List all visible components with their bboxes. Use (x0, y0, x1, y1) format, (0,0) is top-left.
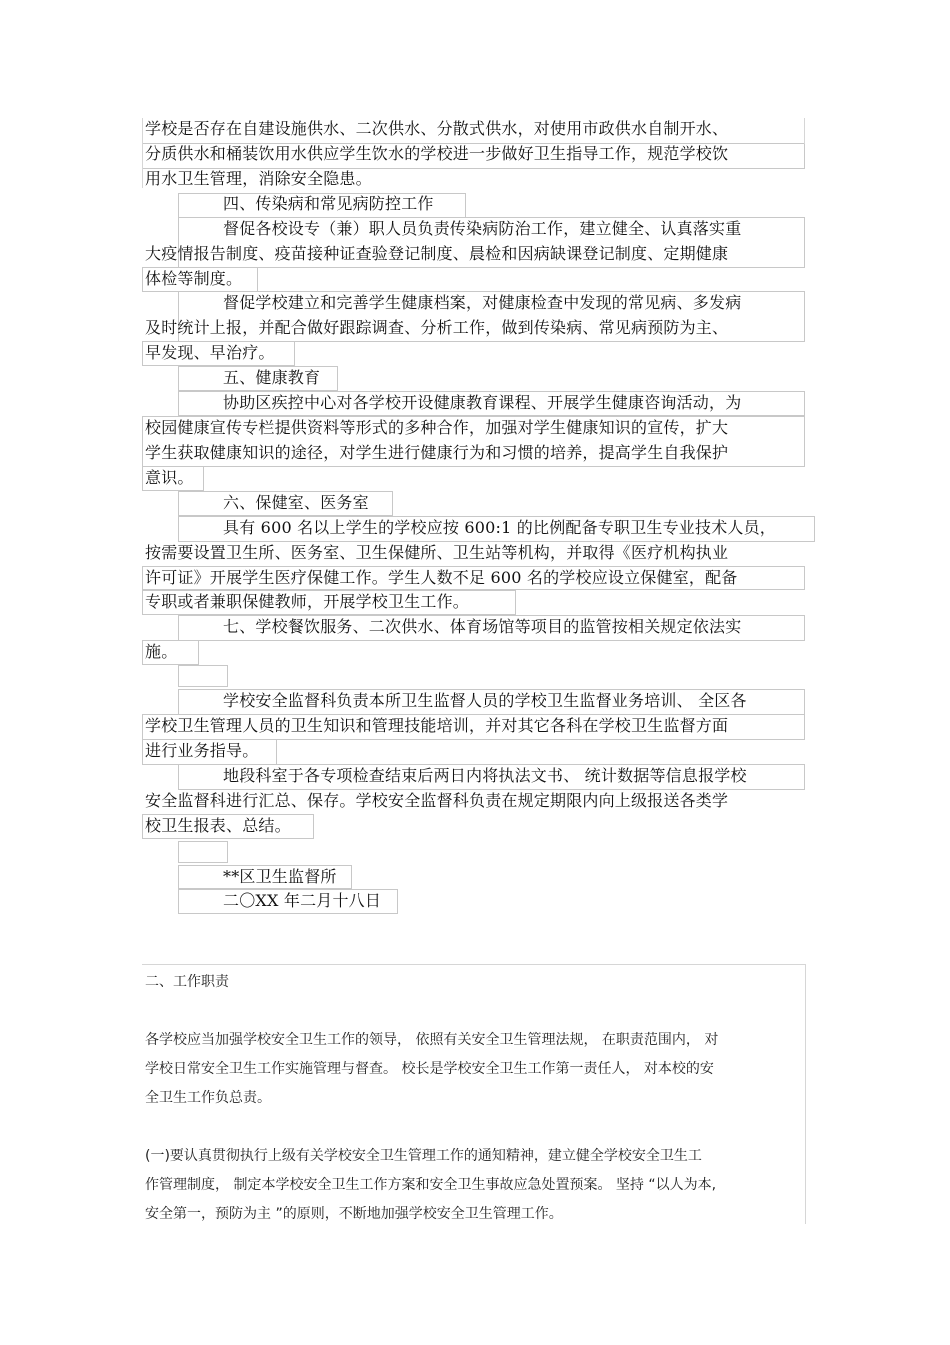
paragraph-line: 按需要设置卫生所、医务室、卫生保健所、卫生站等机构，并取得《医疗机构执业 (145, 543, 729, 562)
section-heading: 六、保健室、医务室 (223, 493, 369, 512)
paragraph-line: 校卫生报表、总结。 (145, 816, 291, 835)
paragraph-line: 地段科室于各专项检查结束后两日内将执法文书、 统计数据等信息报学校 (223, 766, 747, 785)
paragraph-line: 及时统计上报，并配合做好跟踪调查、分析工作，做到传染病、常见病预防为主、 (145, 318, 729, 337)
paragraph-line: 七、学校餐饮服务、二次供水、体育场馆等项目的监管按相关规定依法实 (223, 617, 742, 636)
paragraph-line: 分质供水和桶装饮用水供应学生饮水的学校进一步做好卫生指导工作，规范学校饮 (145, 144, 729, 163)
paragraph-line: 安全监督科进行汇总、保存。学校安全监督科负责在规定期限内向上级报送各类学 (145, 791, 729, 810)
cell-border (142, 118, 143, 188)
paragraph-line: 专职或者兼职保健教师，开展学校卫生工作。 (145, 592, 470, 611)
paragraph-line: 早发现、早治疗。 (145, 343, 275, 362)
date: 二〇XX 年二月十八日 (223, 891, 382, 910)
paragraph-line: 全卫生工作负总责。 (145, 1090, 271, 1106)
paragraph-line: 学校是否存在自建设施供水、二次供水、分散式供水，对使用市政供水自制开水、 (145, 119, 729, 138)
cell-border (178, 665, 228, 687)
paragraph-line: 学校日常安全卫生工作实施管理与督查。 校长是学校安全卫生工作第一责任人， 对本校的安 (145, 1061, 714, 1077)
section-heading: 二、工作职责 (145, 974, 229, 990)
paragraph-line: 进行业务指导。 (145, 741, 259, 760)
paragraph-line: 各学校应当加强学校安全卫生工作的领导， 依照有关安全卫生管理法规， 在职责范围内， 对 (145, 1032, 719, 1048)
paragraph-line: 用水卫生管理，消除安全隐患。 (145, 169, 372, 188)
paragraph-line: 意识。 (145, 468, 194, 487)
cell-border (805, 964, 806, 1224)
paragraph-line: 协助区疾控中心对各学校开设健康教育课程、开展学生健康咨询活动，为 (223, 393, 742, 412)
paragraph-line: 学生获取健康知识的途径，对学生进行健康行为和习惯的培养，提高学生自我保护 (145, 443, 729, 462)
paragraph-line: 体检等制度。 (145, 269, 243, 288)
paragraph-line: 施。 (145, 642, 178, 661)
cell-border (804, 118, 805, 144)
paragraph-line: 作管理制度， 制定本学校安全卫生工作方案和安全卫生事故应急处置预案。 坚持 “以人为本, (145, 1177, 717, 1193)
section-heading: 四、传染病和常见病防控工作 (223, 194, 434, 213)
paragraph-line: 督促学校建立和完善学生健康档案，对健康检查中发现的常见病、多发病 (223, 293, 742, 312)
paragraph-line: 学校安全监督科负责本所卫生监督人员的学校卫生监督业务培训、 全区各 (223, 691, 747, 710)
paragraph-line: 大疫情报告制度、疫苗接种证查验登记制度、晨检和因病缺课登记制度、定期健康 (145, 244, 729, 263)
paragraph-line: (一)要认真贯彻执行上级有关学校安全卫生管理工作的通知精神，建立健全学校安全卫生工 (145, 1148, 702, 1164)
paragraph-line: 许可证》开展学生医疗保健工作。学生人数不足 600 名的学校应设立保健室，配备 (145, 568, 738, 587)
cell-border (178, 841, 228, 863)
paragraph-line: 学校卫生管理人员的卫生知识和管理技能培训，并对其它各科在学校卫生监督方面 (145, 716, 729, 735)
paragraph-line: 校园健康宣传专栏提供资料等形式的多种合作，加强对学生健康知识的宣传，扩大 (145, 418, 729, 437)
paragraph-line: 督促各校设专（兼）职人员负责传染病防治工作，建立健全、认真落实重 (223, 219, 742, 238)
paragraph-line: 具有 600 名以上学生的学校应按 600:1 的比例配备专职卫生专业技术人员， (223, 518, 776, 537)
paragraph-line: 安全第一，预防为主 ”的原则，不断地加强学校安全卫生管理工作。 (145, 1206, 563, 1222)
cell-border (142, 964, 806, 965)
signer: **区卫生监督所 (223, 867, 337, 886)
section-heading: 五、健康教育 (223, 368, 321, 387)
